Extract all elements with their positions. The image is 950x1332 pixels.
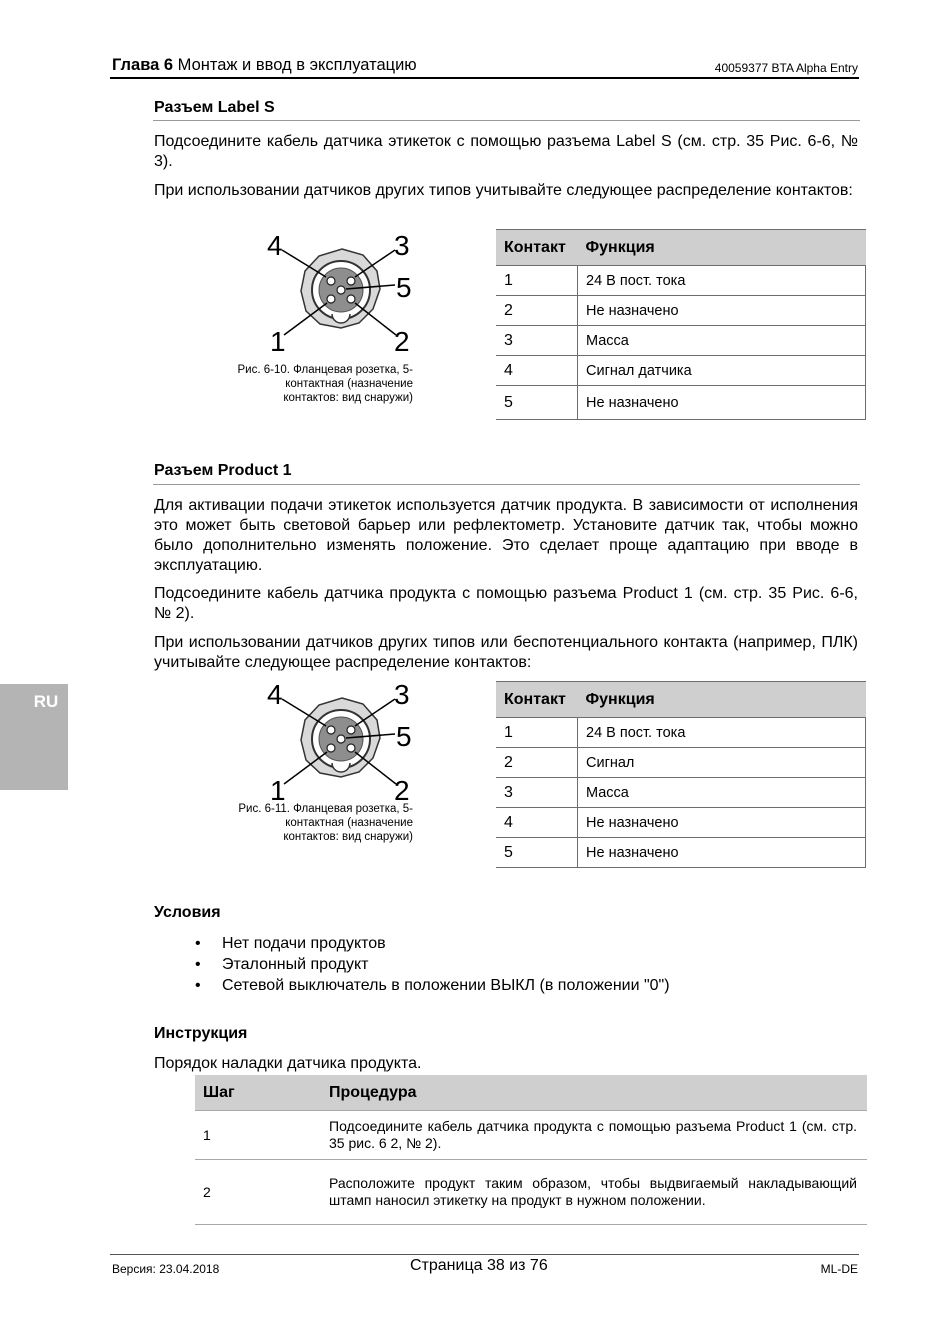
pin-label: 5: [396, 272, 412, 303]
table-row: [195, 1111, 867, 1160]
paragraph: При использовании датчиков других типов или беспотенциального контакта (например, ПЛК) учитывайте следующее распределение контактов:: [154, 634, 858, 671]
paragraph: При использовании датчиков других типов учитывайте следующее распределение контактов:: [154, 182, 853, 199]
caption-line: контактов: вид снаружи): [283, 831, 413, 843]
footer-version: Версия: 23.04.2018: [112, 1262, 220, 1276]
contact-number: 4: [496, 356, 578, 386]
section-heading-label-s: Разъем Label S: [154, 99, 275, 116]
contact-function: 24 В пост. тока: [578, 718, 866, 748]
bullet-icon: •: [195, 935, 201, 952]
section-heading-instruction: Инструкция: [154, 1025, 248, 1042]
column-header: Процедура: [321, 1075, 867, 1111]
table-row: [496, 356, 866, 386]
column-header: Контакт: [496, 682, 578, 718]
connector-diagram: [262, 227, 422, 357]
step-procedure: Расположите продукт таким образом, чтобы выдвигаемый накладывающий штамп наносил этикетку на продукт в нужном положении.: [321, 1160, 867, 1225]
contact-function: 24 В пост. тока: [578, 266, 866, 296]
contact-function: Сигнал датчика: [578, 356, 866, 386]
connector-diagram: [262, 676, 422, 806]
contact-number: 3: [496, 326, 578, 356]
section-rule: [153, 120, 860, 121]
table-row: [496, 748, 866, 778]
table-row: [496, 778, 866, 808]
pin-label: 3: [394, 230, 410, 261]
caption-line: контактов: вид снаружи): [283, 392, 413, 404]
chapter-title: Монтаж и ввод в эксплуатацию: [177, 56, 417, 74]
caption-line: Рис. 6-11. Фланцевая розетка, 5-: [238, 803, 413, 815]
steps-table: [195, 1075, 867, 1225]
list-item-text: Эталонный продукт: [222, 956, 369, 973]
list-item-text: Нет подачи продуктов: [222, 935, 386, 952]
column-header: Функция: [578, 682, 866, 718]
pin-label: 3: [394, 679, 410, 710]
contact-number: 1: [496, 718, 578, 748]
section-rule: [153, 484, 860, 485]
contact-number: 2: [496, 296, 578, 326]
contact-function: Не назначено: [578, 838, 866, 868]
table-row: [496, 266, 866, 296]
paragraph: Для активации подачи этикеток используется датчик продукта. В зависимости от исполнения это может быть световой барьер или рефлектометр. Установите датчик так, чтобы можно было дополнительно изменять положение. Это сделает проще адаптацию при вводе в эксплуатацию.: [154, 497, 858, 574]
contact-function: Не назначено: [578, 808, 866, 838]
footer-page-number: Страница 38 из 76: [410, 1257, 548, 1274]
footer-code: ML-DE: [820, 1262, 858, 1276]
footer-rule: [110, 1254, 859, 1255]
table-row: [496, 718, 866, 748]
table-row: [496, 296, 866, 326]
list-item-text: Сетевой выключатель в положении ВЫКЛ (в положении "0"): [222, 977, 670, 994]
pin-label: 2: [394, 326, 410, 357]
contact-number: 5: [496, 386, 578, 420]
chapter-number: Глава 6: [112, 56, 174, 74]
column-header: Шаг: [195, 1075, 321, 1111]
document-id: 40059377 BTA Alpha Entry: [714, 61, 858, 75]
contact-number: 2: [496, 748, 578, 778]
language-tab-label: RU: [33, 692, 59, 711]
header-chapter: [112, 56, 417, 75]
table-row: [496, 838, 866, 868]
table-header-row: [496, 682, 866, 718]
table-row: [496, 386, 866, 420]
pin-label: 5: [396, 721, 412, 752]
contact-function: Сигнал: [578, 748, 866, 778]
contact-number: 1: [496, 266, 578, 296]
column-header: Функция: [578, 230, 866, 266]
pin-label: 4: [267, 230, 283, 261]
contact-number: 3: [496, 778, 578, 808]
connector-pinout-image: [262, 676, 422, 806]
instruction-intro: Порядок наладки датчика продукта.: [154, 1055, 422, 1072]
bullet-icon: •: [195, 956, 201, 973]
pin-label: 4: [267, 679, 283, 710]
table-row: [496, 808, 866, 838]
pin-label: 2: [394, 775, 410, 806]
caption-line: контактная (назначение: [285, 378, 413, 390]
contact-function: Масса: [578, 326, 866, 356]
table-header-row: [496, 230, 866, 266]
contact-function: Масса: [578, 778, 866, 808]
paragraph: Подсоедините кабель датчика продукта с помощью разъема Product 1 (см. стр. 35 Рис. 6-6, № 2).: [154, 585, 858, 622]
header-rule: [110, 77, 859, 79]
table-row: [195, 1160, 867, 1225]
section-heading-conditions: Условия: [154, 904, 221, 921]
connector-pinout-image: [262, 227, 422, 357]
list-item: [154, 977, 858, 998]
list-item: [154, 956, 858, 977]
pin-label: 1: [270, 326, 286, 357]
pin-label: 1: [270, 775, 286, 806]
column-header: Контакт: [496, 230, 578, 266]
caption-line: контактная (назначение: [285, 817, 413, 829]
figure-caption: [180, 802, 413, 844]
section-heading-product-1: Разъем Product 1: [154, 462, 292, 479]
figure-caption: [180, 363, 413, 405]
step-number: 2: [195, 1160, 321, 1225]
contact-function: Не назначено: [578, 296, 866, 326]
conditions-list: [154, 935, 858, 998]
step-number: 1: [195, 1111, 321, 1160]
contact-number: 4: [496, 808, 578, 838]
bullet-icon: •: [195, 977, 201, 994]
table-header-row: [195, 1075, 867, 1111]
contact-table-product-1: [496, 681, 866, 868]
contact-function: Не назначено: [578, 386, 866, 420]
paragraph: Подсоедините кабель датчика этикеток с помощью разъема Label S (см. стр. 35 Рис. 6-6, № 3).: [154, 133, 858, 170]
contact-table-label-s: [496, 229, 866, 420]
contact-number: 5: [496, 838, 578, 868]
step-procedure: Подсоедините кабель датчика продукта с помощью разъема Product 1 (см. стр. 35 рис. 6 2, № 2).: [321, 1111, 867, 1160]
list-item: [154, 935, 858, 956]
table-row: [496, 326, 866, 356]
caption-line: Рис. 6-10. Фланцевая розетка, 5-: [237, 364, 413, 376]
